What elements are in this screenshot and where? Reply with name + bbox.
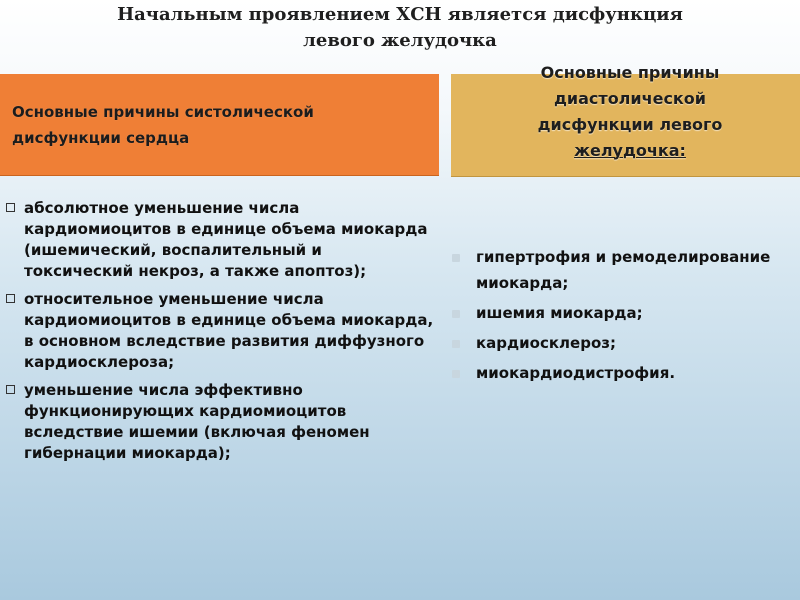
systolic-causes-header <box>0 74 439 176</box>
square-bullet-icon <box>452 310 460 318</box>
diastolic-causes-header <box>470 60 790 164</box>
diastolic-causes-list <box>450 244 800 390</box>
list-item-text: гипертрофия и ремоделирование миокарда; <box>476 248 771 292</box>
right-header-line-3: дисфункции левого <box>537 115 723 134</box>
title-line-1: Начальным проявлением ХСН является дисфункция <box>117 4 683 25</box>
systolic-causes-list <box>6 198 436 471</box>
square-bullet-icon <box>6 385 15 394</box>
list-item-text: миокардиодистрофия. <box>476 364 676 382</box>
list-item-text: относительное уменьшение числа кардиомиоцитов в единице объема миокарда, в основном вследствие развития диффузного кардиосклероза; <box>24 290 434 371</box>
list-item <box>450 360 800 386</box>
list-item <box>450 244 800 296</box>
list-item <box>450 330 800 356</box>
square-bullet-icon <box>452 340 460 348</box>
left-header-line-1: Основные причины систолической <box>12 102 314 121</box>
list-item <box>6 289 436 373</box>
list-item-text: ишемия миокарда; <box>476 304 643 322</box>
square-bullet-icon <box>452 254 460 262</box>
square-bullet-icon <box>452 370 460 378</box>
list-item-text: абсолютное уменьшение числа кардиомиоцитов в единице объема миокарда (ишемический, воспалительный и токсический некроз, а также апоптоз); <box>24 199 428 280</box>
right-header-line-2: диастолической <box>554 89 706 108</box>
square-bullet-icon <box>6 294 15 303</box>
right-header-line-1: Основные причины <box>540 63 720 82</box>
left-header-line-2: дисфункции сердца <box>12 128 190 147</box>
right-header-line-4: желудочка: <box>574 141 686 160</box>
list-item <box>6 198 436 282</box>
page-title <box>0 2 800 54</box>
list-item <box>450 300 800 326</box>
title-line-2: левого желудочка <box>303 30 497 51</box>
list-item-text: уменьшение числа эффективно функционирующих кардиомиоцитов вследствие ишемии (включая феномен гибернации миокарда); <box>24 381 370 462</box>
list-item-text: кардиосклероз; <box>476 334 616 352</box>
square-bullet-icon <box>6 203 15 212</box>
list-item <box>6 380 436 464</box>
